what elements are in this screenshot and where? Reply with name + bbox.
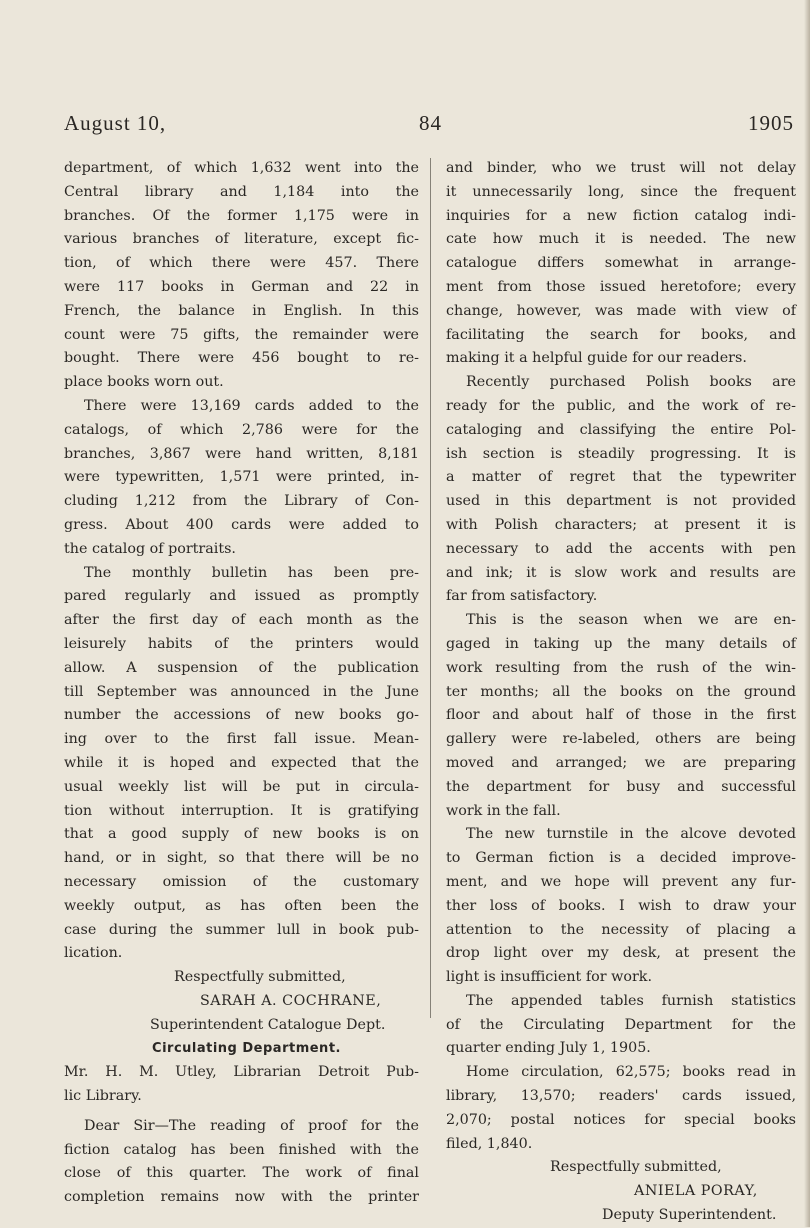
right-column	[446, 157, 796, 1228]
text-line: fiction catalog has been finished with the	[64, 1141, 419, 1158]
text-line: French, the balance in English. In this	[64, 302, 419, 319]
text-line: hand, or in sight, so that there will be no	[64, 850, 419, 867]
text-line: a matter of regret that the typewriter	[446, 469, 796, 486]
text-line: necessary to add the accents with pen	[446, 540, 796, 557]
address-line: lic Library.	[64, 1088, 142, 1105]
text-line: work in the fall.	[446, 802, 561, 819]
text-line: The monthly bulletin has been pre-	[84, 564, 419, 581]
text-line: There were 13,169 cards added to the	[84, 397, 419, 414]
issue-year: 1905	[748, 111, 794, 135]
text-line: case during the summer lull in book pub-	[64, 921, 419, 938]
text-line: allow. A suspension of the publication	[64, 659, 419, 676]
text-line: cate how much it is needed. The new	[446, 231, 796, 248]
text-line: attention to the necessity of placing a	[446, 921, 796, 938]
text-line: ter months; all the books on the ground	[446, 683, 796, 700]
text-line: moved and arranged; we are preparing	[446, 754, 796, 771]
text-line: The appended tables furnish statistics	[466, 992, 796, 1009]
address-line: Mr. H. M. Utley, Librarian Detroit Pub-	[64, 1064, 419, 1081]
text-line: count were 75 gifts, the remainder were	[64, 326, 419, 343]
text-line: far from satisfactory.	[446, 588, 598, 605]
signature-closing: Respectfully submitted,	[550, 1159, 722, 1176]
text-line: inquiries for a new fiction catalog indi-	[446, 207, 796, 224]
text-line: ing over to the first fall issue. Mean-	[64, 731, 419, 748]
text-line: the department for busy and successful	[446, 778, 796, 795]
column-divider	[430, 158, 431, 1018]
text-line: close of this quarter. The work of final	[64, 1165, 419, 1182]
text-line: ther loss of books. I wish to draw your	[446, 897, 796, 914]
text-line: making it a helpful guide for our readers.	[446, 350, 747, 367]
text-line: it unnecessarily long, since the frequent	[446, 183, 796, 200]
text-line: Dear Sir—The reading of proof for the	[84, 1117, 419, 1134]
signature-name: ANIELA PORAY,	[634, 1183, 758, 1200]
text-line: floor and about half of those in the first	[446, 707, 796, 724]
text-line: filed, 1,840.	[446, 1135, 533, 1152]
page-edge-shadow	[804, 0, 810, 1227]
text-line: department, of which 1,632 went into the	[64, 160, 419, 176]
text-line: gaged in taking up the many details of	[446, 635, 796, 652]
text-line: gallery were re-labeled, others are being	[446, 731, 796, 748]
text-line: facilitating the search for books, and	[446, 326, 796, 343]
text-line: bought. There were 456 bought to re-	[64, 350, 419, 367]
text-line: while it is hoped and expected that the	[64, 754, 419, 771]
text-line: change, however, was made with view of	[446, 302, 796, 319]
text-line: ish section is steadily progressing. It is	[446, 445, 796, 462]
text-line: Recently purchased Polish books are	[466, 374, 796, 391]
text-line: to German fiction is a decided improve-	[446, 850, 796, 867]
signature-closing: Respectfully submitted,	[174, 969, 346, 986]
text-line: lication.	[64, 945, 123, 962]
text-line: light is insufficient for work.	[446, 969, 653, 986]
text-line: Central library and 1,184 into the	[64, 183, 419, 200]
text-line: were typewritten, 1,571 were printed, in-	[64, 469, 419, 486]
text-line: leisurely habits of the printers would	[64, 635, 419, 652]
text-line: were 117 books in German and 22 in	[64, 278, 419, 295]
text-line: weekly output, as has often been the	[64, 897, 419, 914]
text-line: tion without interruption. It is gratifying	[64, 802, 419, 819]
text-line: completion remains now with the printer	[64, 1189, 419, 1206]
text-line: that a good supply of new books is on	[64, 826, 419, 843]
text-line: ment from those issued heretofore; every	[446, 278, 796, 295]
text-line: pared regularly and issued as promptly	[64, 588, 419, 605]
text-line: catalogs, of which 2,786 were for the	[64, 421, 419, 438]
text-line: branches, 3,867 were hand written, 8,181	[64, 445, 419, 462]
text-line: till September was announced in the June	[64, 683, 419, 700]
page-number: 84	[419, 111, 442, 135]
running-head	[64, 111, 794, 141]
text-line: quarter ending July 1, 1905.	[446, 1040, 651, 1057]
text-line: used in this department is not provided	[446, 493, 796, 510]
text-line: with Polish characters; at present it is	[446, 516, 796, 533]
text-line: library, 13,570; readers' cards issued,	[446, 1088, 796, 1105]
signature-title: Deputy Superintendent.	[602, 1207, 777, 1224]
text-line: the catalog of portraits.	[64, 540, 236, 557]
text-line: various branches of literature, except fic-	[64, 231, 419, 248]
text-line: This is the season when we are en-	[466, 612, 796, 629]
text-line: branches. Of the former 1,175 were in	[64, 207, 419, 224]
text-line: drop light over my desk, at present the	[446, 945, 796, 962]
text-line: usual weekly list will be put in circula-	[64, 778, 419, 795]
text-line: 2,070; postal notices for special books	[446, 1111, 796, 1128]
text-line: work resulting from the rush of the win-	[446, 659, 796, 676]
signature-title: Superintendent Catalogue Dept.	[150, 1016, 386, 1033]
section-heading: Circulating Department.	[152, 1041, 341, 1057]
text-line: and binder, who we trust will not delay	[446, 160, 796, 176]
text-line: ment, and we hope will prevent any fur-	[446, 873, 796, 890]
signature-name: SARAH A. COCHRANE,	[200, 992, 382, 1009]
text-line: cluding 1,212 from the Library of Con-	[64, 493, 419, 510]
text-line: tion, of which there were 457. There	[64, 255, 419, 272]
text-line: Home circulation, 62,575; books read in	[466, 1064, 796, 1081]
text-line: of the Circulating Department for the	[446, 1016, 796, 1033]
text-line: cataloging and classifying the entire Pol-	[446, 421, 796, 438]
text-line: after the first day of each month as the	[64, 612, 419, 629]
text-line: gress. About 400 cards were added to	[64, 516, 419, 533]
text-line: number the accessions of new books go-	[64, 707, 419, 724]
text-line: and ink; it is slow work and results are	[446, 564, 796, 581]
text-line: catalogue differs somewhat in arrange-	[446, 255, 796, 272]
left-column	[64, 157, 419, 1210]
text-line: necessary omission of the customary	[64, 873, 419, 890]
text-line: ready for the public, and the work of re-	[446, 397, 796, 414]
text-line: place books worn out.	[64, 374, 224, 391]
text-line: The new turnstile in the alcove devoted	[466, 826, 796, 843]
issue-date: August 10,	[64, 111, 167, 135]
